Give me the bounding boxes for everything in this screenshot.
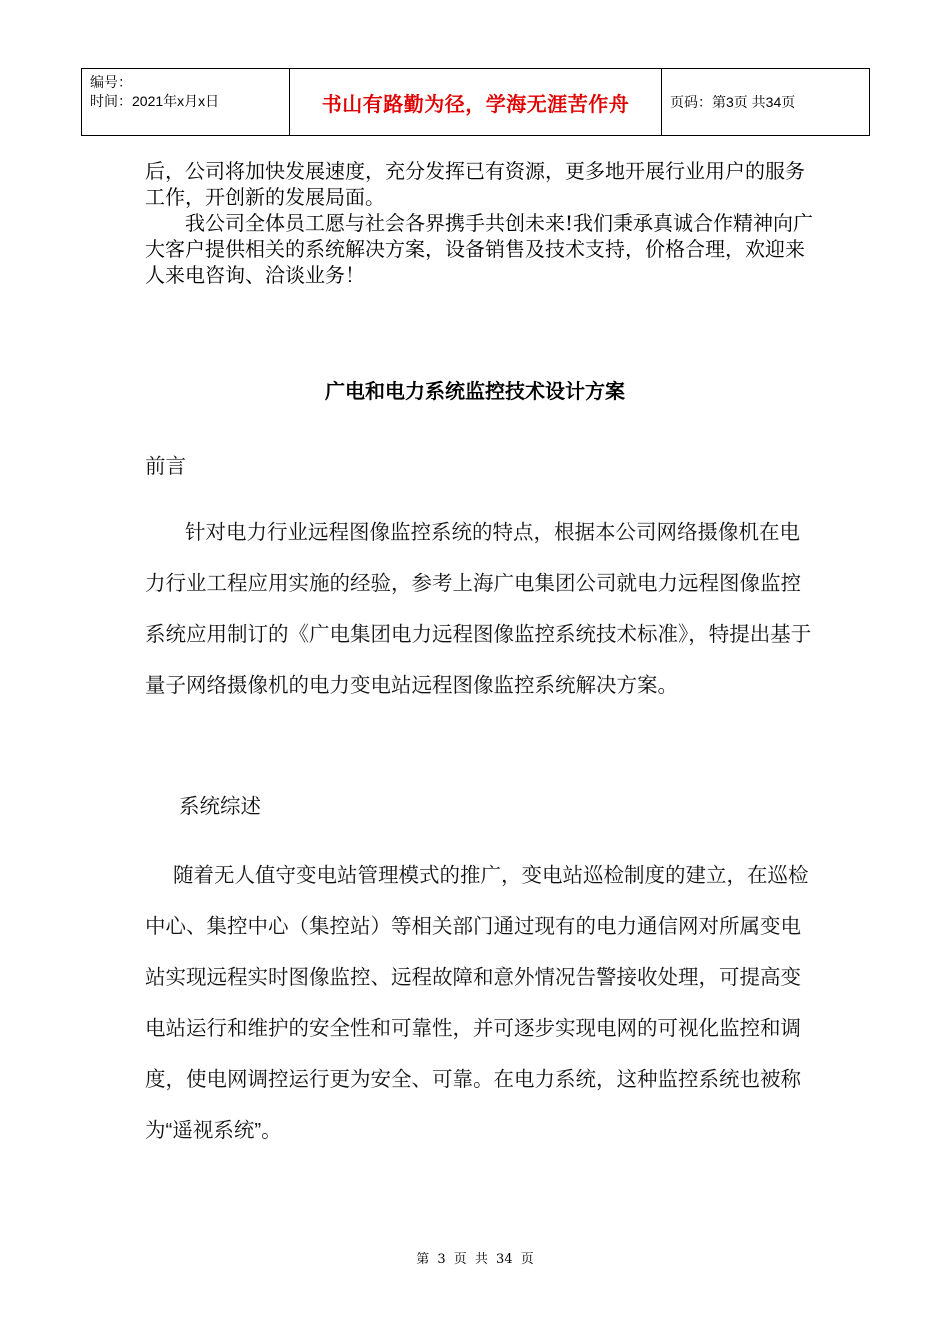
header-page-info: 页码：第3页 共34页 (670, 94, 796, 110)
overview-heading: 系统综述 (179, 795, 261, 818)
document-title: 广电和电力系统监控技术设计方案 (325, 381, 625, 403)
header-motto: 书山有路勤为径，学海无涯苦作舟 (321, 91, 630, 116)
header-meta-cell (82, 69, 290, 136)
document-header-table (81, 68, 870, 136)
preface-section (145, 507, 815, 711)
page-footer: 第 3 页 共 34 页 (416, 1252, 534, 1267)
intro-paragraph-1: 后，公司将加快发展速度，充分发挥已有资源，更多地开展行业用户的服务工作，开创新的发展局面。 (145, 159, 805, 209)
header-page-cell (662, 69, 870, 136)
intro-paragraph-2: 我公司全体员工愿与社会各界携手共创未来!我们秉承真诚合作精神向广大客户提供相关的系统解决方案，设备销售及技术支持，价格合理，欢迎来人来电咨询、洽谈业务！ (145, 211, 814, 287)
header-motto-cell (290, 69, 662, 136)
overview-paragraph: 随着无人值守变电站管理模式的推广，变电站巡检制度的建立，在巡检中心、集控中心（集控站）等相关部门通过现有的电力通信网对所属变电站实现远程实时图像监控、远程故障和意外情况告警接收处理，可提高变电站运行和维护的安全性和可靠性，并可逐步实现电网的可视化监控和调度，使电网调控运行更为安全、可靠。在电力系统，这种监控系统也被称为“遥视系统”。 (145, 864, 809, 1142)
preface-paragraph: 针对电力行业远程图像监控系统的特点，根据本公司网络摄像机在电力行业工程应用实施的经验，参考上海广电集团公司就电力远程图像监控系统应用制订的《广电集团电力远程图像监控系统技术标准》，特提出基于量子网络摄像机的电力变电站远程图像监控系统解决方案。 (145, 521, 812, 697)
intro-section (145, 158, 815, 288)
number-label: 编号： (90, 74, 132, 90)
overview-section (145, 850, 815, 1156)
preface-heading: 前言 (145, 455, 186, 478)
time-label: 时间：2021年x月x日 (90, 93, 220, 109)
